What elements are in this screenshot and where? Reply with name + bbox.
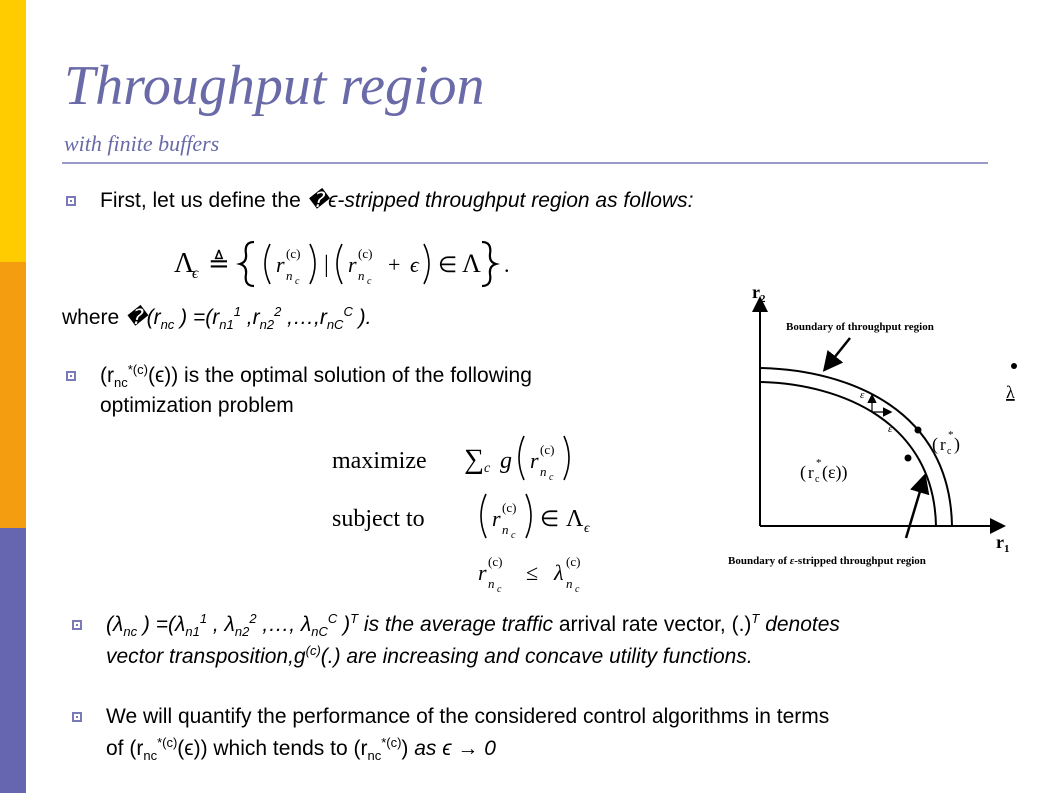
f1-plus: + bbox=[388, 252, 401, 277]
bullet-1-lead: First, let us define the bbox=[100, 189, 307, 212]
boundary-bottom-label: Boundary of ε-stripped throughput region bbox=[728, 555, 926, 567]
f2-r2-sup: (c) bbox=[502, 500, 517, 515]
b3-sup-T2: T bbox=[751, 611, 760, 626]
f1-in: ∈ bbox=[438, 252, 458, 277]
f2-g: g bbox=[500, 448, 512, 474]
lambda-label: λ bbox=[1006, 382, 1015, 402]
b3-sup-T: T bbox=[350, 611, 359, 626]
f2-r3-subc: c bbox=[497, 584, 502, 595]
rc-eps-sup: * bbox=[816, 457, 822, 469]
rc-star-eps-point bbox=[905, 455, 912, 462]
inner-boundary bbox=[760, 382, 936, 526]
f1-sub2c: c bbox=[367, 276, 372, 287]
f1-paren-1l bbox=[265, 244, 270, 284]
rc-star-close: ) bbox=[954, 434, 960, 454]
rc-star-r: r bbox=[940, 435, 946, 454]
w-sup-C: C bbox=[343, 304, 353, 319]
b3-sub-n1: n1 bbox=[185, 624, 200, 640]
boundary-bottom-arrow bbox=[906, 478, 924, 538]
f2-r2-sub: n bbox=[502, 522, 509, 537]
w-dots: ,…,r bbox=[281, 306, 327, 329]
glyph: � bbox=[306, 189, 329, 212]
rc-star-open: ( bbox=[932, 434, 938, 454]
f2-subject-to: subject to bbox=[332, 506, 425, 532]
b3-close: ) bbox=[337, 613, 351, 636]
rc-eps-r: r bbox=[808, 463, 814, 482]
f1-epsilon: ϵ bbox=[192, 265, 199, 282]
b3-sub-nC: nC bbox=[311, 624, 328, 640]
w-sub-nC: nC bbox=[326, 317, 344, 333]
bullet-1-text bbox=[100, 187, 693, 215]
f1-sup1: (c) bbox=[286, 246, 301, 261]
boundary-top-label: Boundary of throughput region bbox=[786, 321, 934, 333]
bullet-4-line-1: We will quantify the performance of the considered control algorithms in terms bbox=[106, 705, 830, 728]
f1-dot: . bbox=[504, 252, 510, 277]
w-sup-2: 2 bbox=[274, 304, 282, 319]
f2-r2: r bbox=[492, 506, 501, 531]
f2-p2r bbox=[526, 494, 531, 538]
b2-sup: *(c) bbox=[127, 362, 148, 377]
where-word: where bbox=[62, 306, 126, 329]
bullet-2-line-1 bbox=[100, 362, 532, 390]
bullet-3-line-1 bbox=[106, 611, 840, 639]
f2-leq: ≤ bbox=[526, 560, 539, 585]
slide-title: Throughput region bbox=[64, 55, 485, 117]
f2-r1-sup: (c) bbox=[540, 442, 555, 457]
sidebar-purple bbox=[0, 528, 26, 793]
b4-sup2: *(c) bbox=[381, 735, 402, 750]
outer-boundary bbox=[760, 368, 952, 526]
b3-sup-1: 1 bbox=[199, 611, 208, 626]
f2-sum: ∑ bbox=[464, 444, 484, 475]
w-sub-n2: n2 bbox=[259, 317, 275, 333]
b4-sub-nc2: nc bbox=[367, 748, 382, 764]
b3-eq: ) =(λ bbox=[137, 613, 186, 636]
f1-paren-2r bbox=[424, 244, 429, 284]
f2-in: ∈ bbox=[540, 506, 560, 531]
b3-sup-C: C bbox=[327, 611, 338, 626]
x-axis-sub: 1 bbox=[1004, 543, 1010, 555]
f2-p1r bbox=[564, 436, 569, 480]
f2-lambda: λ bbox=[554, 560, 564, 585]
b4-mid: (ϵ)) which tends to (r bbox=[177, 737, 368, 760]
sidebar-orange bbox=[0, 262, 26, 528]
w-c1: ,r bbox=[240, 306, 260, 329]
f1-r2: r bbox=[348, 252, 357, 277]
w-close: ). bbox=[352, 306, 372, 329]
f1-sub1c: c bbox=[295, 276, 300, 287]
bullet-2-icon bbox=[66, 371, 76, 381]
f2-lambda-sub: n bbox=[566, 576, 573, 591]
f1-brace-left bbox=[240, 242, 254, 286]
b3-is-avg: is the average traffic bbox=[358, 613, 554, 636]
f1-paren-2l bbox=[337, 244, 342, 284]
b4-open: of (r bbox=[106, 737, 144, 760]
f2-Lambda-eps: ϵ bbox=[584, 521, 590, 536]
f2-r1: r bbox=[530, 448, 539, 473]
b4-close: ) bbox=[401, 737, 415, 760]
f2-lambda-subc: c bbox=[575, 584, 580, 595]
bullet-4-line-2 bbox=[106, 735, 496, 763]
b3-c1: , λ bbox=[207, 613, 235, 636]
b3-sub-nc: nc bbox=[123, 624, 138, 640]
w-eq: ) =(r bbox=[174, 306, 220, 329]
f2-r3: r bbox=[478, 560, 487, 585]
f1-defeq: ≜ bbox=[208, 249, 230, 278]
b3-l2a: vector transposition,g bbox=[106, 645, 306, 668]
rc-eps-open: ( bbox=[800, 462, 806, 482]
f2-sum-sub: c bbox=[484, 461, 491, 476]
b3-sup-2: 2 bbox=[249, 611, 257, 626]
eps-label-2: ε bbox=[888, 423, 893, 435]
sidebar-yellow bbox=[0, 0, 26, 262]
b3-sub-n2: n2 bbox=[234, 624, 250, 640]
bullet-3-icon bbox=[72, 620, 82, 630]
b3-open: (λ bbox=[106, 613, 124, 636]
f1-lambda2: Λ bbox=[462, 249, 481, 278]
bullet-3-line-2 bbox=[106, 643, 753, 671]
w-sub-nc: nc bbox=[160, 317, 175, 333]
f1-eps2: ϵ bbox=[410, 252, 419, 277]
x-axis-label: r bbox=[996, 532, 1004, 552]
w-sup-1: 1 bbox=[233, 304, 241, 319]
b2-sub-nc: nc bbox=[114, 375, 128, 391]
b3-l2b: (.) are increasing and concave utility functions. bbox=[320, 645, 753, 668]
rc-star-sub: c bbox=[947, 446, 952, 457]
f1-lambda: Λ bbox=[174, 248, 195, 279]
rc-star-sup: * bbox=[948, 429, 954, 441]
b2-rest: (ϵ)) is the optimal solution of the following bbox=[147, 364, 532, 387]
f1-sub1: n bbox=[286, 268, 293, 283]
stripped-region-formula bbox=[170, 232, 590, 292]
eps-label-1: ε bbox=[860, 389, 865, 401]
b3-sup-c: (c) bbox=[305, 643, 321, 658]
f2-r2-subc: c bbox=[511, 530, 516, 541]
bullet-1-rest: -stripped throughput region as follows: bbox=[337, 189, 694, 212]
f1-brace-right bbox=[482, 242, 496, 286]
y-axis-sub: 2 bbox=[760, 293, 766, 305]
w-open: (r bbox=[146, 306, 161, 329]
optimization-formula bbox=[326, 424, 626, 596]
f2-Lambda: Λ bbox=[566, 506, 584, 532]
where-glyph: � bbox=[125, 306, 147, 329]
f2-p1l bbox=[519, 436, 524, 480]
f2-r3-sub: n bbox=[488, 576, 495, 591]
bullet-4-icon bbox=[72, 712, 82, 722]
y-axis-label: r bbox=[752, 282, 760, 302]
where-line bbox=[62, 304, 372, 332]
f2-r3-sup: (c) bbox=[488, 554, 503, 569]
bullet-1-icon bbox=[66, 196, 76, 206]
f2-lambda-sup: (c) bbox=[566, 554, 581, 569]
f2-r1-subc: c bbox=[549, 472, 554, 483]
rc-eps-close: (ε)) bbox=[822, 462, 848, 482]
bullet-2-line-2: optimization problem bbox=[100, 394, 294, 417]
epsilon: ϵ bbox=[328, 189, 338, 212]
f1-paren-1r bbox=[310, 244, 315, 284]
w-sub-n1: n1 bbox=[219, 317, 234, 333]
rc-star-point bbox=[915, 427, 922, 434]
b4-sub-nc: nc bbox=[143, 748, 158, 764]
b4-sup: *(c) bbox=[157, 735, 178, 750]
boundary-top-arrow bbox=[826, 338, 850, 368]
lambda-point bbox=[1011, 363, 1017, 369]
b3-arrival: arrival rate vector, (.) bbox=[553, 613, 752, 636]
f1-sub2: n bbox=[358, 268, 365, 283]
rc-eps-sub: c bbox=[815, 474, 820, 485]
f1-r1: r bbox=[276, 252, 285, 277]
b4-as: as ϵ → 0 bbox=[414, 737, 496, 760]
slide-subtitle: with finite buffers bbox=[64, 131, 220, 156]
b2-open: (r bbox=[100, 364, 114, 387]
f2-p2l bbox=[481, 494, 486, 538]
b3-denotes: denotes bbox=[759, 613, 840, 636]
b3-c2: ,…, λ bbox=[256, 613, 312, 636]
title-divider bbox=[62, 162, 988, 164]
f1-sup2: (c) bbox=[358, 246, 373, 261]
f2-r1-sub: n bbox=[540, 464, 547, 479]
throughput-region-figure bbox=[720, 280, 1032, 572]
f1-bar: | bbox=[324, 252, 329, 278]
f2-maximize: maximize bbox=[332, 448, 427, 474]
